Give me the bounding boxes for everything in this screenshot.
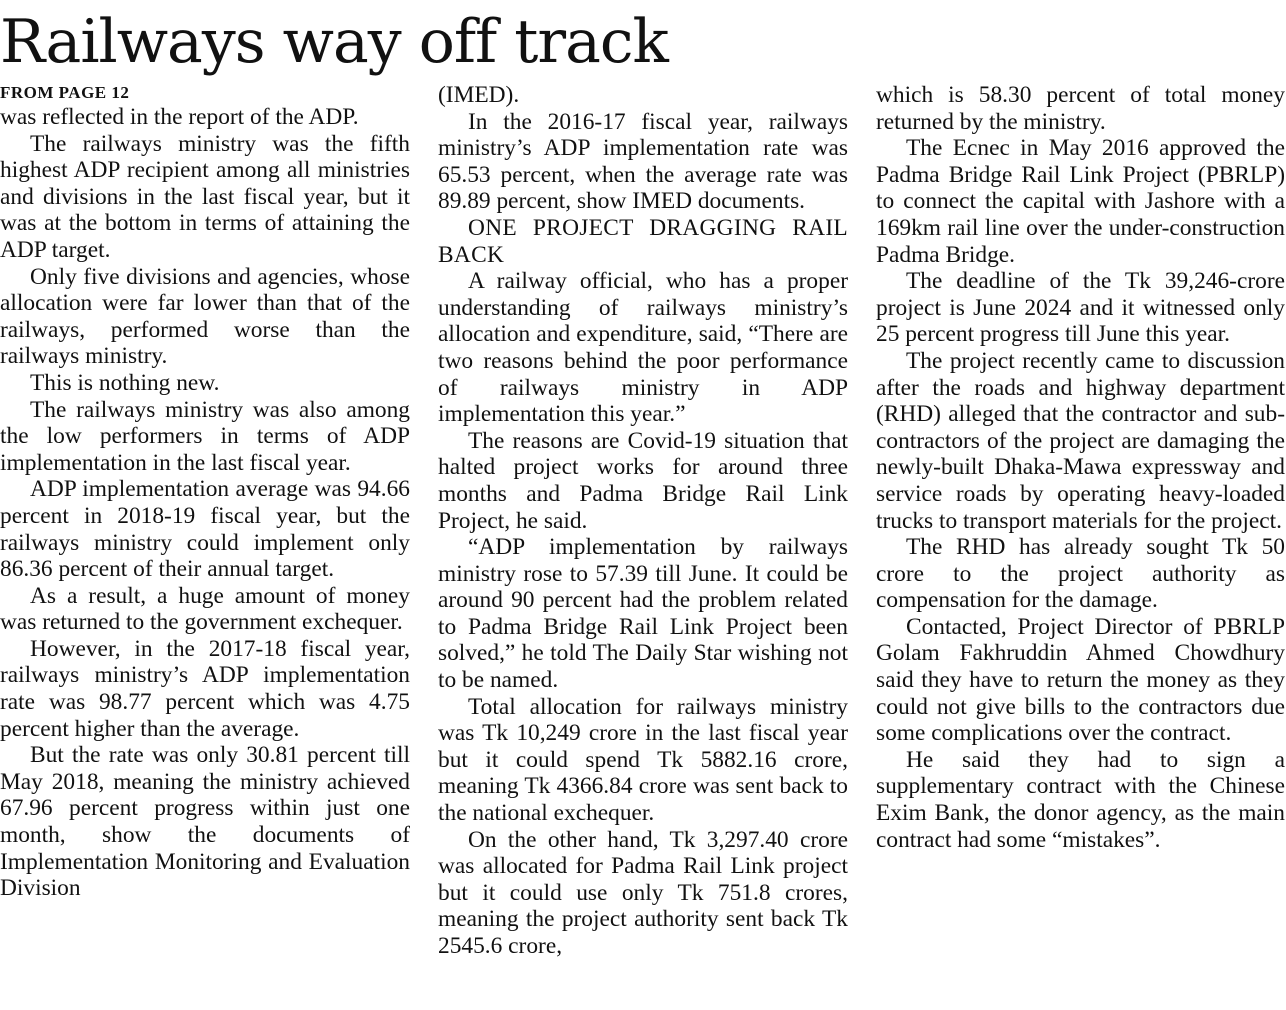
paragraph: (IMED). [438, 82, 520, 108]
paragraph: The railways ministry was also among the low performers in terms of ADP implementation in the last fiscal year. [0, 396, 410, 476]
paragraph: On the other hand, Tk 3,297.40 crore was allocated for Padma Rail Link project but it could use only Tk 751.8 crores, meaning the project authority sent back Tk 2545.6 crore, [438, 826, 848, 959]
paragraph: In the 2016-17 fiscal year, railways ministry’s ADP implementation rate was 65.53 percent, when the average rate was 89.89 percent, show IMED documents. [438, 108, 848, 215]
paragraph: ADP implementation average was 94.66 percent in 2018-19 fiscal year, but the railways ministry could implement only 86.36 percent of their annual target. [0, 476, 410, 583]
article-column-2 [438, 82, 848, 1008]
paragraph: was reflected in the report of the ADP. [0, 104, 359, 130]
paragraph: The RHD has already sought Tk 50 crore to the project authority as compensation for the damage. [876, 534, 1285, 614]
paragraph: The railways ministry was the fifth highest ADP recipient among all ministries and divisions in the last fiscal year, but it was at the bottom in terms of attaining the ADP target. [0, 130, 410, 263]
paragraph: Contacted, Project Director of PBRLP Golam Fakhruddin Ahmed Chowdhury said they have to return the money as they could not give bills to the contractors due some complications over the contract. [876, 613, 1285, 747]
kicker-from-page: FROM PAGE 12 [0, 83, 130, 102]
paragraph: which is 58.30 percent of total money returned by the ministry. [876, 82, 1285, 135]
paragraph: The Ecnec in May 2016 approved the Padma Bridge Rail Link Project (PBRLP) to connect the capital with Jashore with a 169km rail line over the under-construction Padma Bridge. [876, 135, 1285, 268]
paragraph: As a result, a huge amount of money was returned to the government exchequer. [0, 582, 410, 636]
article-column-1 [0, 82, 410, 1008]
paragraph: Only five divisions and agencies, whose allocation were far lower than that of the railways, performed worse than the railways ministry. [0, 263, 410, 370]
paragraph: But the rate was only 30.81 percent till May 2018, meaning the ministry achieved 67.96 percent progress within just one month, show the documents of Implementation Monitoring and Evaluation Division [0, 742, 410, 902]
paragraph: Total allocation for railways ministry was Tk 10,249 crore in the last fiscal year but it could spend Tk 5882.16 crore, meaning Tk 4366.84 crore was sent back to the national exchequer. [438, 693, 848, 827]
paragraph: He said they had to sign a supplementary contract with the Chinese Exim Bank, the donor agency, as the main contract had some “mistakes”. [876, 746, 1285, 853]
paragraph: “ADP implementation by railways ministry rose to 57.39 till June. It could be around 90 percent had the problem related to Padma Bridge Rail Link Project been solved,” he told The Daily Star wishing not to be named. [438, 534, 848, 694]
paragraph: This is nothing new. [30, 369, 220, 396]
paragraph: The reasons are Covid-19 situation that halted project works for around three months and Padma Bridge Rail Link Project, he said. [438, 427, 848, 534]
headline: Railways way off track [0, 7, 668, 77]
section-subhead: ONE PROJECT DRAGGING RAIL BACK [438, 214, 848, 268]
paragraph: However, in the 2017-18 fiscal year, railways ministry’s ADP implementation rate was 98.77 percent which was 4.75 percent higher than the average. [0, 635, 410, 742]
article-column-3 [876, 82, 1285, 1008]
paragraph: A railway official, who has a proper understanding of railways ministry’s allocation and expenditure, said, “There are two reasons behind the poor performance of railways ministry in ADP implementation this year.” [438, 268, 848, 428]
paragraph: The project recently came to discussion after the roads and highway department (RHD) alleged that the contractor and sub-contractors of the project are damaging the newly-built Dhaka-Mawa expressway and service roads by operating heavy-loaded trucks to transport materials for the project. [876, 347, 1285, 534]
paragraph: The deadline of the Tk 39,246-crore project is June 2024 and it witnessed only 25 percent progress till June this year. [876, 268, 1285, 348]
